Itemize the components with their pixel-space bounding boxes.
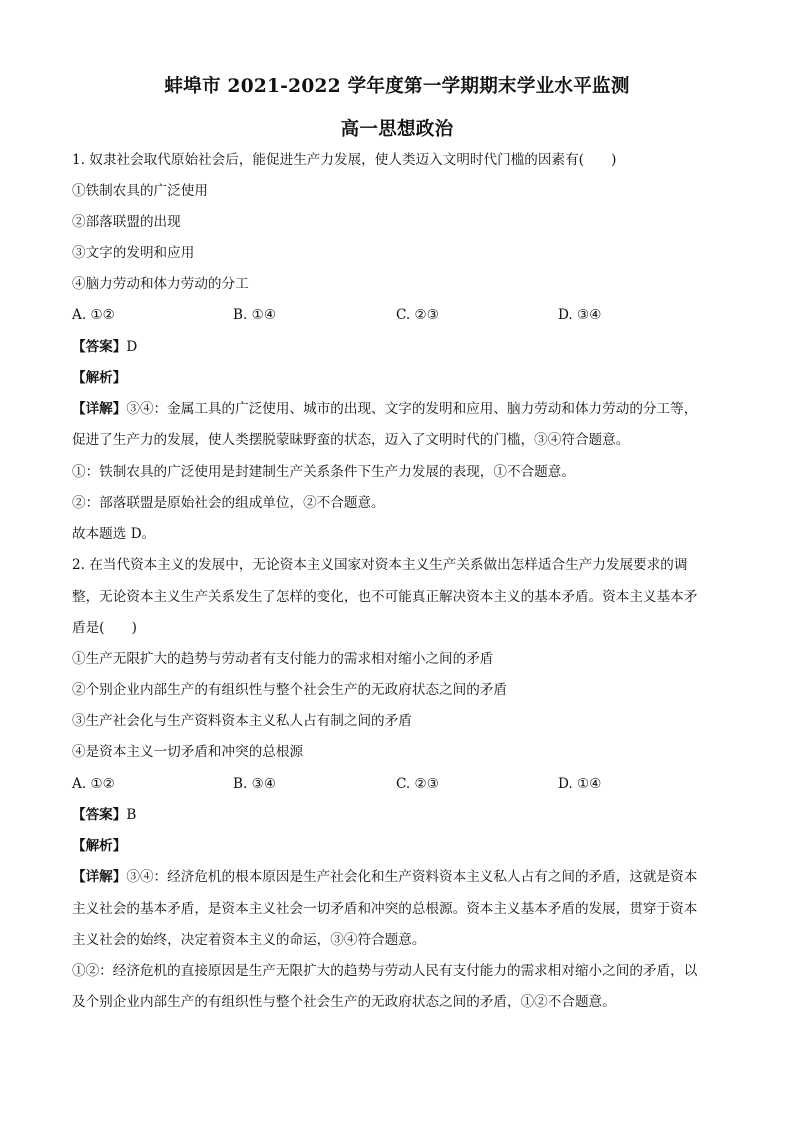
- question-2-item: ②个别企业内部生产的有组织性与整个社会生产的无政府状态之间的矛盾: [72, 682, 507, 698]
- exam-title: 蚌埠市 2021-2022 学年度第一学期期末学业水平监测: [164, 76, 630, 97]
- question-1-item: ②部落联盟的出现: [72, 214, 181, 230]
- answer-value: D: [126, 339, 138, 355]
- question-1-conclusion: 故本题选 D。: [72, 526, 156, 542]
- question-2-stem-line: 盾是( ): [72, 620, 137, 636]
- question-1-option-b: B. ①④: [233, 307, 277, 323]
- question-1-detail: [72, 400, 697, 418]
- question-1-item: ③文字的发明和应用: [72, 245, 195, 261]
- analysis-tag: 【解析】: [72, 370, 127, 386]
- answer-value: B: [126, 807, 137, 823]
- question-1-analysis-tag: [72, 369, 126, 387]
- answer-tag: 【答案】: [72, 339, 127, 355]
- question-1-detail-line: 促进了生产力的发展，使人类摆脱蒙昧野蛮的状态，迈入了文明时代的门槛，③④符合题意。: [72, 432, 630, 448]
- question-2-item: ④是资本主义一切矛盾和冲突的总根源: [72, 744, 304, 760]
- question-2-option-d: D. ①④: [558, 776, 602, 792]
- question-1-detail-line: ①：铁制农具的广泛使用是封建制生产关系条件下生产力发展的表现，①不合题意。: [72, 464, 575, 480]
- exam-subject: 高一思想政治: [340, 119, 454, 140]
- question-2-answer: [72, 806, 136, 824]
- question-1-answer: [72, 338, 137, 356]
- detail-tag: 【详解】: [72, 401, 127, 417]
- detail-text: ③④：经济危机的根本原因是生产社会化和生产资料资本主义私人占有之间的矛盾，这就是资本: [126, 869, 698, 885]
- question-2-option-b: B. ③④: [233, 776, 277, 792]
- question-2-detail: [72, 868, 697, 886]
- question-2-option-a: A. ①②: [72, 776, 115, 792]
- question-1-option-d: D. ③④: [558, 307, 602, 323]
- question-2-item: ③生产社会化与生产资料资本主义私人占有制之间的矛盾: [72, 713, 412, 729]
- question-2-stem: 2. 在当代资本主义的发展中，无论资本主义国家对资本主义生产关系做出怎样适合生产力发展要求的调: [72, 557, 688, 573]
- question-1-item: ①铁制农具的广泛使用: [72, 183, 208, 199]
- question-2-detail-line: 主义社会的基本矛盾，是资本主义社会一切矛盾和冲突的总根源。资本主义基本矛盾的发展，贯穿于资本: [72, 901, 698, 917]
- question-2-detail-line: ①②：经济危机的直接原因是生产无限扩大的趋势与劳动人民有支付能力的需求相对缩小之间的矛盾，以: [72, 963, 698, 979]
- question-2-item: ①生产无限扩大的趋势与劳动者有支付能力的需求相对缩小之间的矛盾: [72, 651, 494, 667]
- question-1-option-a: A. ①②: [72, 307, 115, 323]
- question-1-item: ④脑力劳动和体力劳动的分工: [72, 276, 249, 292]
- detail-tag: 【详解】: [72, 869, 127, 885]
- question-1-detail-line: ②：部落联盟是原始社会的组成单位，②不合题意。: [72, 495, 385, 511]
- analysis-tag: 【解析】: [72, 838, 127, 854]
- question-2-option-c: C. ②③: [396, 776, 439, 792]
- detail-text: ③④：金属工具的广泛使用、城市的出现、文字的发明和应用、脑力劳动和体力劳动的分工等，: [126, 401, 698, 417]
- question-2-stem-line: 整，无论资本主义生产关系发生了怎样的变化，也不可能真正解决资本主义的基本矛盾。资本主义基本矛: [72, 589, 698, 605]
- question-2-detail-line: 主义社会的始终，决定着资本主义的命运，③④符合题意。: [72, 932, 426, 948]
- question-1-stem: 1. 奴隶社会取代原始社会后，能促进生产力发展，使人类迈入文明时代门槛的因素有( ): [72, 152, 617, 168]
- answer-tag: 【答案】: [72, 807, 127, 823]
- question-1-option-c: C. ②③: [396, 307, 439, 323]
- question-2-analysis-tag: [72, 837, 126, 855]
- question-2-detail-line: 及个别企业内部生产的有组织性与整个社会生产的无政府状态之间的矛盾，①②不合题意。: [72, 994, 616, 1010]
